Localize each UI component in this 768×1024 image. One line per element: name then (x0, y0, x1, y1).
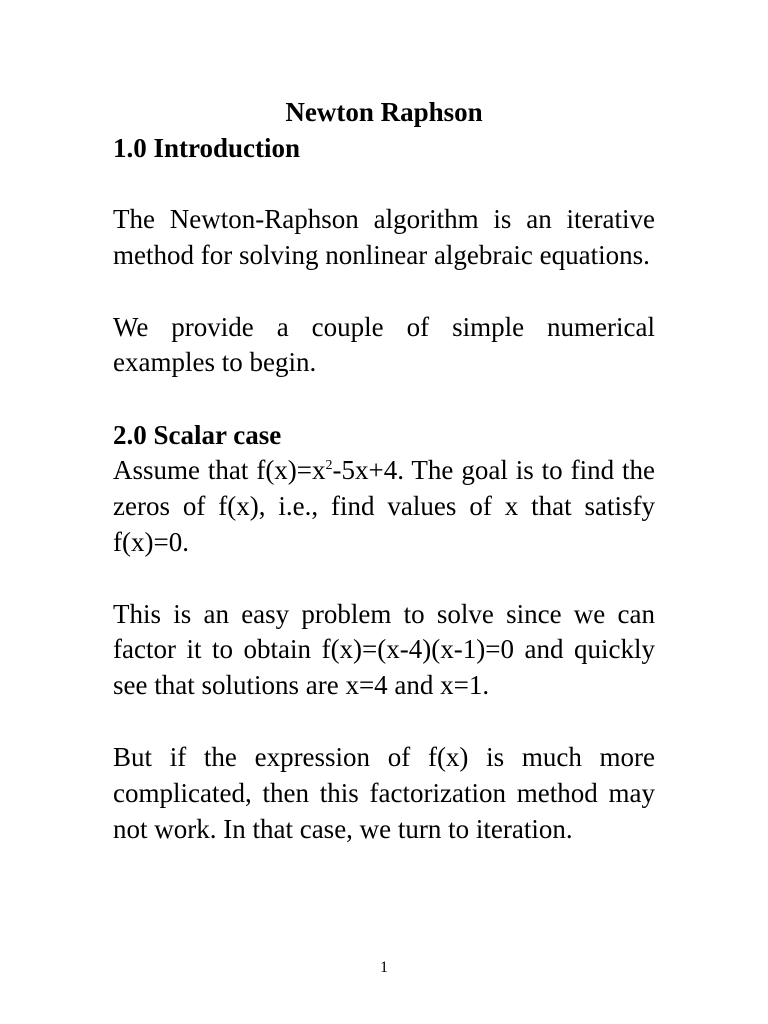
section-heading-introduction: 1.0 Introduction (113, 133, 301, 163)
intro-paragraph-2: We provide a couple of simple numerical examples to begin. (113, 311, 655, 378)
page-content (113, 94, 655, 847)
equation-text-after: -5x+4. The goal is to find the zeros of f(x), i.e., find values of x that satisfy f(x)=0. (113, 455, 655, 557)
paragraph-spacer (113, 561, 655, 597)
document-title: Newton Raphson (285, 97, 483, 127)
section-heading-scalar-case: 2.0 Scalar case (113, 420, 282, 451)
equation-text-before: Assume that f(x)=x (113, 455, 326, 486)
paragraph-spacer (113, 381, 655, 417)
scalar-paragraph-1 (113, 453, 655, 560)
page-number: 1 (380, 959, 388, 976)
paragraph-spacer (113, 274, 655, 310)
paragraph-spacer (113, 166, 655, 202)
exponent: 2 (325, 458, 333, 474)
intro-paragraph-1: The Newton-Raphson algorithm is an iterative method for solving nonlinear algebraic equations. (113, 204, 655, 270)
scalar-paragraph-3: But if the expression of f(x) is much more complicated, then this factorization method may not work. In that case, we turn to iteration. (113, 741, 655, 844)
scalar-paragraph-2: This is an easy problem to solve since we can factor it to obtain f(x)=(x-4)(x-1)=0 and quickly see that solutions are x=4 and x=1. (113, 598, 655, 701)
paragraph-spacer (113, 704, 655, 740)
